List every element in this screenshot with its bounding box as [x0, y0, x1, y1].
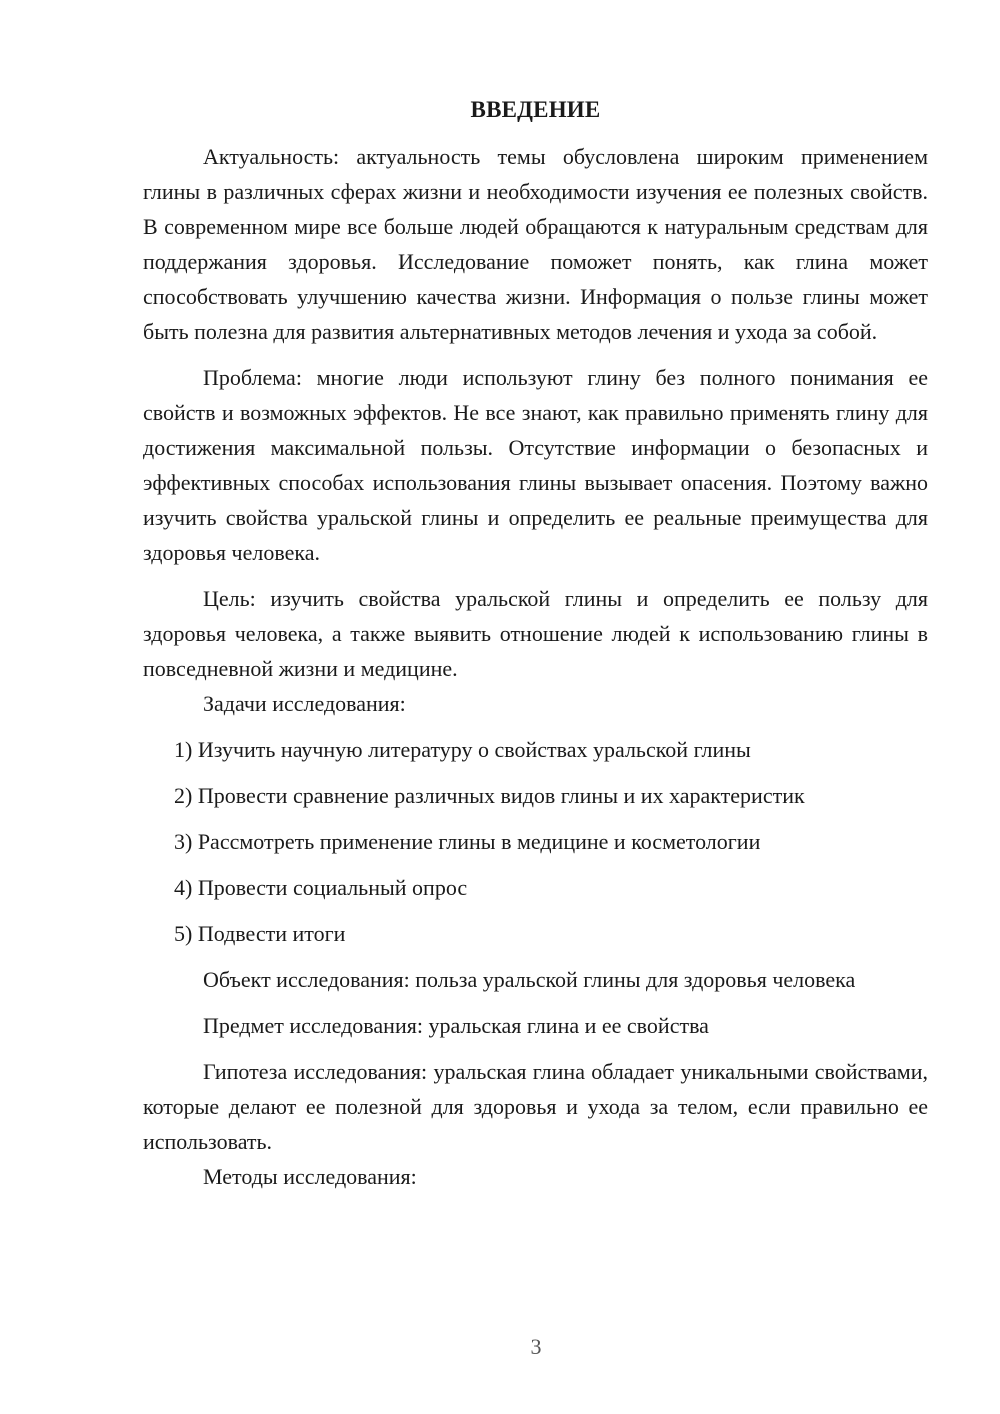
list-item: 3) Рассмотреть применение глины в медицине и косметологии	[174, 829, 761, 854]
problem-paragraph: Проблема: многие люди используют глину без полного понимания ее свойств и возможных эффектов. Не все знают, как правильно применять глину для достижения максимальной пользы. Отсутствие информации о безопасных и эффективных способах использования глины вызывает опасения. Поэтому важно изучить свойства уральской глины и определить ее реальные преимущества для здоровья человека.	[143, 365, 928, 565]
list-item: 4) Провести социальный опрос	[174, 875, 468, 900]
tasks-heading: Задачи исследования:	[203, 691, 406, 716]
hypothesis-paragraph: Гипотеза исследования: уральская глина обладает уникальными свойствами, которые делают ее полезной для здоровья и ухода за телом, если правильно ее использовать.	[143, 1059, 928, 1154]
methods-heading: Методы исследования:	[203, 1164, 417, 1189]
section-title: ВВЕДЕНИЕ	[470, 97, 601, 122]
page-number: 3	[530, 1334, 542, 1359]
object-paragraph: Объект исследования: польза уральской глины для здоровья человека	[203, 967, 856, 992]
goal-paragraph: Цель: изучить свойства уральской глины и определить ее пользу для здоровья человека, а также выявить отношение людей к использованию глины в повседневной жизни и медицине.	[143, 586, 928, 681]
list-item: 1) Изучить научную литературу о свойствах уральской глины	[174, 737, 751, 762]
relevance-paragraph: Актуальность: актуальность темы обусловлена широким применением глины в различных сферах жизни и необходимости изучения ее полезных свойств. В современном мире все больше людей обращаются к натуральным средствам для поддержания здоровья. Исследование поможет понять, как глина может способствовать улучшению качества жизни. Информация о пользе глины может быть полезна для развития альтернативных методов лечения и ухода за собой.	[143, 144, 928, 344]
subject-paragraph: Предмет исследования: уральская глина и ее свойства	[203, 1013, 709, 1038]
list-item: 5) Подвести итоги	[174, 921, 346, 946]
document-page	[143, 92, 928, 1194]
tasks-list	[143, 732, 928, 951]
list-item: 2) Провести сравнение различных видов глины и их характеристик	[174, 783, 805, 808]
